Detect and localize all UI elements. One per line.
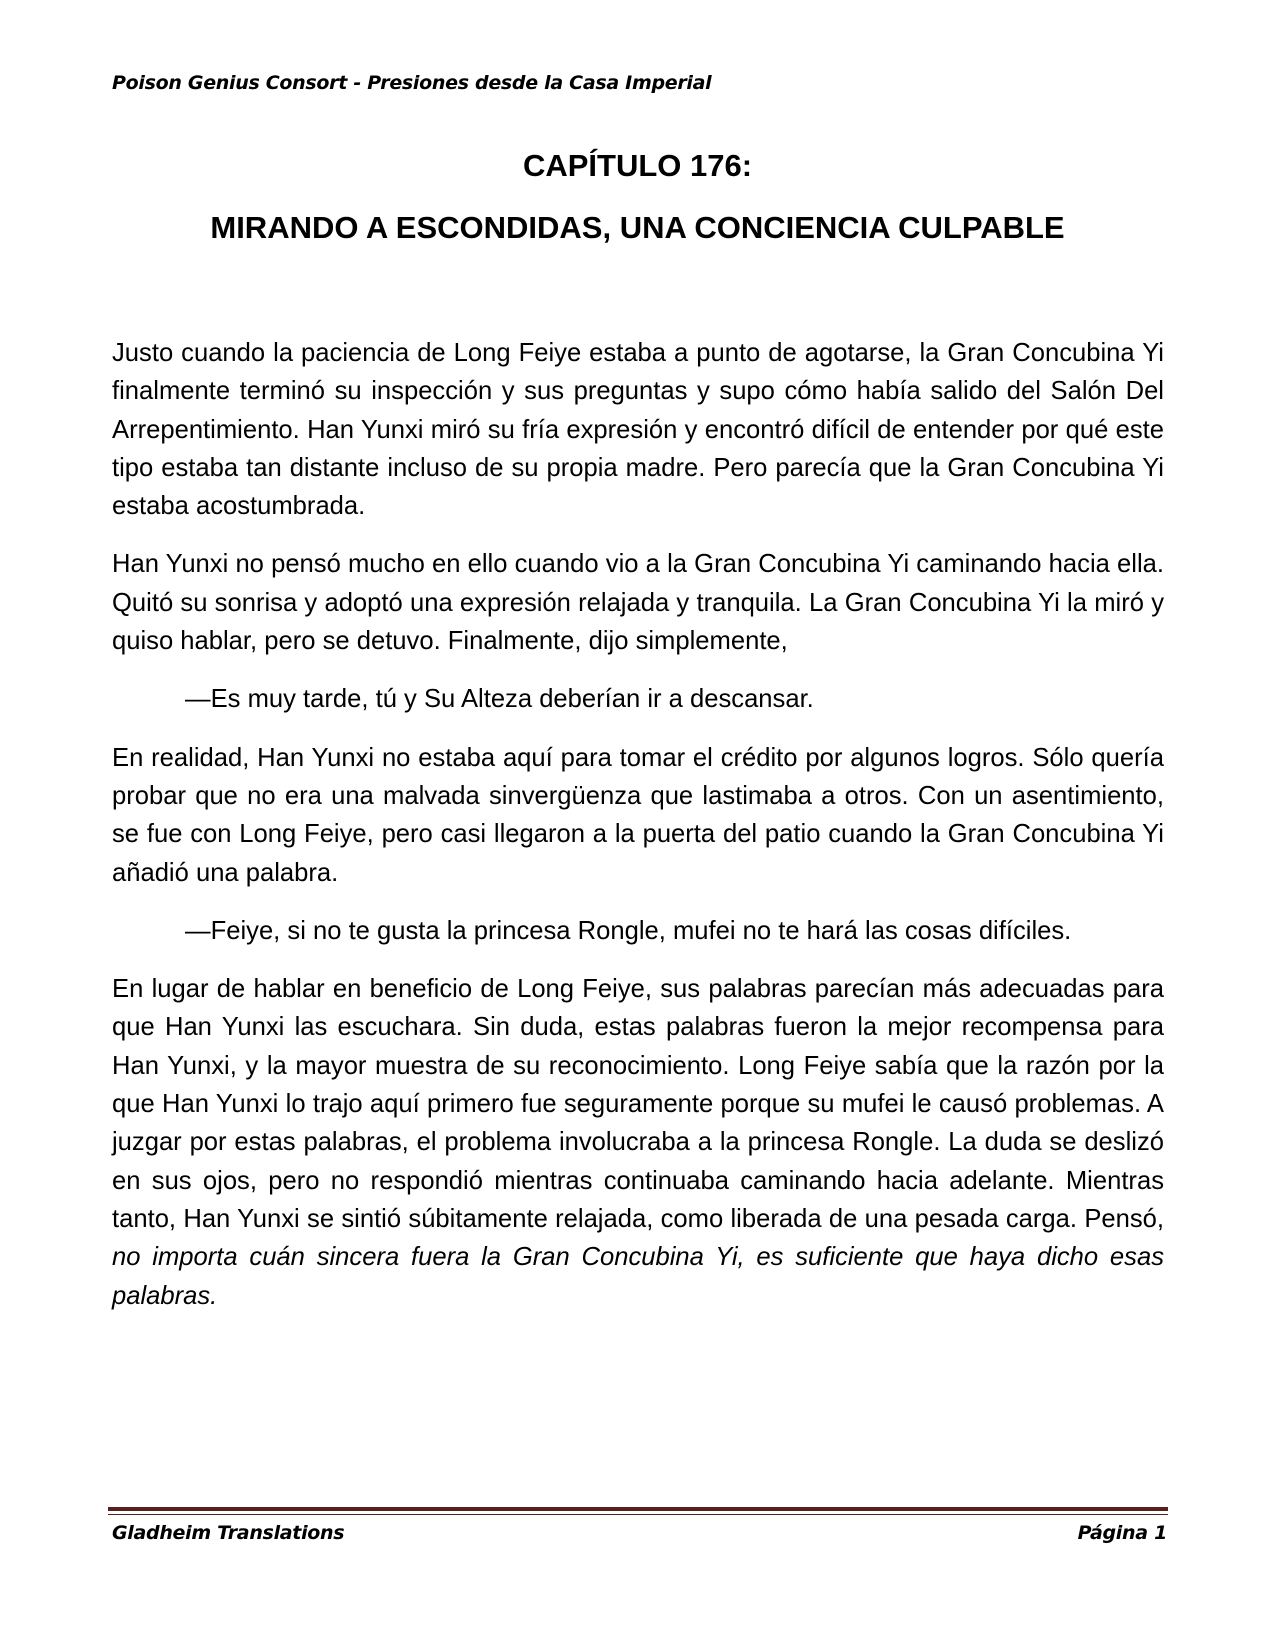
footer-page-number: Página 1 [1077, 1522, 1167, 1544]
paragraph-2: Han Yunxi no pensó mucho en ello cuando vio a la Gran Concubina Yi caminando hacia ella. Quitó su sonrisa y adoptó una expresión relajada y tranquila. La Gran Concubina Yi la miró y quiso hablar, pero se detuvo. Finalmente, dijo simplemente, [112, 550, 1164, 656]
chapter-body [112, 334, 1164, 1335]
footer-publisher: Gladheim Translations [112, 1522, 345, 1544]
chapter-title: MIRANDO A ESCONDIDAS, UNA CONCIENCIA CULPABLE [210, 210, 1065, 245]
paragraph-4-text: En lugar de hablar en beneficio de Long Feiye, sus palabras parecían más adecuadas para que Han Yunxi las escuchara. Sin duda, estas palabras fueron la mejor recompensa para Han Yunxi, y la mayor muestra de su reconocimiento. Long Feiye sabía que la razón por la que Han Yunxi lo trajo aquí primero fue seguramente porque su mufei le causó problemas. A juzgar por estas palabras, el problema involucraba a la princesa Rongle. La duda se deslizó en sus ojos, pero no respondió mientras continuaba caminando hacia adelante. Mientras tanto, Han Yunxi se sintió súbitamente relajada, como liberada de una pesada carga. Pensó, [112, 975, 1164, 1233]
paragraph-1: Justo cuando la paciencia de Long Feiye estaba a punto de agotarse, la Gran Concubina Yi finalmente terminó su inspección y sus preguntas y supo cómo había salido del Salón Del Arrepentimiento. Han Yunxi miró su fría expresión y encontró difícil de entender por qué este tipo estaba tan distante incluso de su propia madre. Pero parecía que la Gran Concubina Yi estaba acostumbrada. [112, 339, 1164, 521]
dialogue-2: —Feiye, si no te gusta la princesa Rongle, mufei no te hará las cosas difíciles. [185, 916, 1072, 945]
footer-rule-thin [108, 1514, 1168, 1515]
paragraph-4-thought: no importa cuán sincera fuera la Gran Concubina Yi, es suficiente que haya dicho esas palabras. [112, 1243, 1164, 1310]
running-header: Poison Genius Consort - Presiones desde la Casa Imperial [112, 72, 712, 94]
paragraph-3: En realidad, Han Yunxi no estaba aquí para tomar el crédito por algunos logros. Sólo quería probar que no era una malvada sinvergüenza que lastimaba a otros. Con un asentimiento, se fue con Long Feiye, pero casi llegaron a la puerta del patio cuando la Gran Concubina Yi añadió una palabra. [112, 743, 1164, 887]
footer-rule-thick [108, 1507, 1168, 1511]
paragraph-4 [112, 970, 1164, 1315]
dialogue-1: —Es muy tarde, tú y Su Alteza deberían ir a descansar. [185, 685, 814, 714]
chapter-number: CAPÍTULO 176: [522, 148, 753, 183]
